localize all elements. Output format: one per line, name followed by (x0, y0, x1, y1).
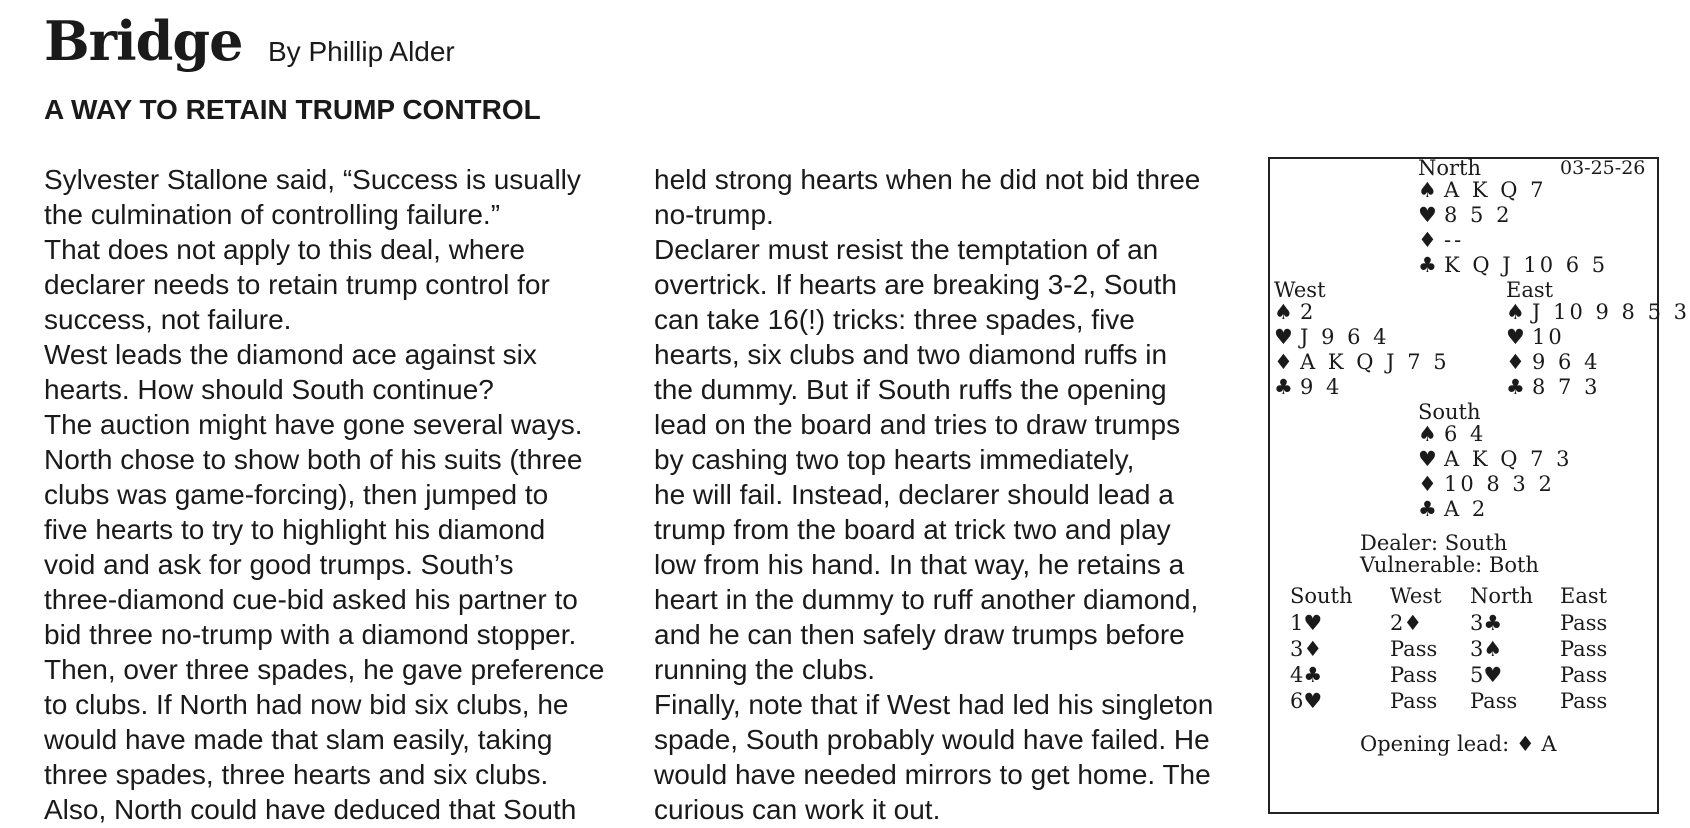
diamond-icon: ♦ (1418, 472, 1437, 496)
column-1-line: Sylvester Stallone said, “Success is usually (44, 164, 581, 195)
south-diamonds-cards: 10 8 3 2 (1444, 472, 1555, 496)
auction-bid: 1♥ (1290, 611, 1323, 635)
south-hearts-row (1418, 446, 1573, 472)
west-clubs-cards: 9 4 (1300, 375, 1343, 399)
north-hearts-row (1418, 202, 1512, 228)
north-clubs-row (1418, 252, 1608, 278)
column-2-line: and he can then safely draw trumps before (654, 619, 1185, 650)
auction-bid: Pass (1390, 689, 1438, 713)
east-hearts-cards: 10 (1532, 325, 1565, 349)
south-hearts-cards: A K Q 7 3 (1444, 447, 1573, 471)
article-column-1 (44, 162, 604, 827)
south-spades-row (1418, 421, 1486, 447)
south-clubs-cards: A 2 (1444, 497, 1489, 521)
column-2-line: lead on the board and tries to draw trumps (654, 409, 1181, 440)
column-1-line: to clubs. If North had now bid six clubs, he (44, 689, 569, 720)
deal-date: 03-25-26 (1560, 157, 1646, 179)
column-2-line: Finally, note that if West had led his singleton (654, 689, 1214, 720)
column-2-line: would have needed mirrors to get home. The (654, 759, 1211, 790)
west-spades-row (1274, 299, 1316, 325)
article-column-2 (654, 162, 1213, 827)
column-1-line: void and ask for good trumps. South’s (44, 549, 514, 580)
diamond-icon: ♦ (1418, 228, 1437, 252)
column-1-line: would have made that slam easily, taking (44, 724, 553, 755)
column-2-line: he will fail. Instead, declarer should lead a (654, 479, 1174, 510)
east-clubs-cards: 8 7 3 (1532, 375, 1601, 399)
column-2-line: by cashing two top hearts immediately, (654, 444, 1135, 475)
heart-icon: ♥ (1506, 325, 1525, 349)
spade-icon: ♠ (1274, 300, 1293, 324)
auction-bid: Pass (1560, 689, 1608, 713)
column-title: Bridge (44, 9, 243, 73)
auction-header: North (1470, 584, 1534, 608)
west-diamonds-cards: A K Q J 7 5 (1300, 350, 1450, 374)
north-diamonds-row (1418, 227, 1464, 253)
auction-bid: 4♣ (1290, 663, 1323, 687)
west-hearts-row (1274, 324, 1390, 350)
spade-icon: ♠ (1418, 178, 1437, 202)
north-hearts-cards: 8 5 2 (1444, 203, 1513, 227)
headline: A WAY TO RETAIN TRUMP CONTROL (44, 94, 541, 125)
column-2-line: curious can work it out. (654, 794, 941, 825)
west-spades-cards: 2 (1300, 300, 1317, 324)
heart-icon: ♥ (1418, 447, 1437, 471)
column-1-line: bid three no-trump with a diamond stopper. (44, 619, 577, 650)
east-diamonds-cards: 9 6 4 (1532, 350, 1601, 374)
north-diamonds-cards: -- (1444, 228, 1465, 252)
column-1-line: West leads the diamond ace against six (44, 339, 537, 370)
auction-bid: Pass (1560, 611, 1608, 635)
auction-bid: 3♣ (1470, 611, 1503, 635)
column-1-line: three-diamond cue-bid asked his partner to (44, 584, 578, 615)
vulnerable-text: Vulnerable: Both (1360, 553, 1539, 577)
column-2-line: running the clubs. (654, 654, 876, 685)
diamond-icon: ♦ (1506, 350, 1525, 374)
north-clubs-cards: K Q J 10 6 5 (1444, 253, 1609, 277)
auction-header: West (1390, 584, 1442, 608)
west-diamonds-row (1274, 349, 1450, 375)
auction-bid: Pass (1470, 689, 1518, 713)
column-1-line: declarer needs to retain trump control for (44, 269, 550, 300)
auction-bid: Pass (1560, 663, 1608, 687)
column-1-line: That does not apply to this deal, where (44, 234, 525, 265)
column-2-line: hearts, six clubs and two diamond ruffs in (654, 339, 1168, 370)
south-clubs-row (1418, 496, 1488, 522)
auction-bid: 3♠ (1470, 637, 1503, 661)
club-icon: ♣ (1274, 375, 1293, 399)
opening-lead: Opening lead: ♦ A (1360, 732, 1557, 756)
column-2-line: Declarer must resist the temptation of an (654, 234, 1159, 265)
bridge-hand-diagram (1268, 156, 1690, 814)
diamond-icon: ♦ (1274, 350, 1293, 374)
column-1-line: Then, over three spades, he gave preference (44, 654, 605, 685)
column-2-line: low from his hand. In that way, he retains a (654, 549, 1185, 580)
heart-icon: ♥ (1274, 325, 1293, 349)
east-label: East (1506, 278, 1554, 302)
north-spades-row (1418, 177, 1546, 203)
spade-icon: ♠ (1506, 300, 1525, 324)
club-icon: ♣ (1418, 497, 1437, 521)
column-1-line: North chose to show both of his suits (three (44, 444, 583, 475)
club-icon: ♣ (1418, 253, 1437, 277)
column-1-line: the culmination of controlling failure.” (44, 199, 501, 230)
south-diamonds-row (1418, 471, 1555, 497)
east-hearts-row (1506, 324, 1565, 350)
east-spades-row (1506, 299, 1690, 325)
column-2-line: heart in the dummy to ruff another diamond, (654, 584, 1199, 615)
auction-bid: 2♦ (1390, 611, 1423, 635)
spade-icon: ♠ (1418, 422, 1437, 446)
column-1-line: hearts. How should South continue? (44, 374, 494, 405)
east-diamonds-row (1506, 349, 1600, 375)
north-spades-cards: A K Q 7 (1444, 178, 1547, 202)
south-spades-cards: 6 4 (1444, 422, 1487, 446)
west-hearts-cards: J 9 6 4 (1300, 325, 1390, 349)
column-1-line: three spades, three hearts and six clubs. (44, 759, 549, 790)
club-icon: ♣ (1506, 375, 1525, 399)
west-clubs-row (1274, 374, 1342, 400)
column-1-line: Also, North could have deduced that South (44, 794, 577, 825)
auction-bid: Pass (1390, 663, 1438, 687)
south-label: South (1418, 400, 1481, 424)
east-clubs-row (1506, 374, 1600, 400)
column-1-line: five hearts to try to highlight his diamond (44, 514, 546, 545)
byline: By Phillip Alder (268, 36, 455, 67)
auction-bid: 6♥ (1290, 689, 1323, 713)
column-2-line: the dummy. But if South ruffs the opening (654, 374, 1167, 405)
auction-bid: 3♦ (1290, 637, 1323, 661)
column-2-line: can take 16(!) tricks: three spades, five (654, 304, 1135, 335)
auction-header: East (1560, 584, 1608, 608)
column-2-line: overtrick. If hearts are breaking 3-2, South (654, 269, 1177, 300)
auction-bid: Pass (1560, 637, 1608, 661)
auction-header: South (1290, 584, 1353, 608)
column-2-line: trump from the board at trick two and play (654, 514, 1171, 545)
auction-bid: Pass (1390, 637, 1438, 661)
auction-bid: 5♥ (1470, 663, 1503, 687)
column-2-line: spade, South probably would have failed. He (654, 724, 1210, 755)
column-1-line: The auction might have gone several ways. (44, 409, 583, 440)
column-2-line: held strong hearts when he did not bid three (654, 164, 1201, 195)
dealer-text: Dealer: South (1360, 531, 1508, 555)
heart-icon: ♥ (1418, 203, 1437, 227)
east-spades-cards: J 10 9 8 5 3 (1532, 300, 1690, 324)
column-1-line: success, not failure. (44, 304, 292, 335)
column-1-line: clubs was game-forcing), then jumped to (44, 479, 549, 510)
north-label: North (1418, 156, 1482, 180)
column-2-line: no-trump. (654, 199, 774, 230)
west-label: West (1274, 278, 1326, 302)
